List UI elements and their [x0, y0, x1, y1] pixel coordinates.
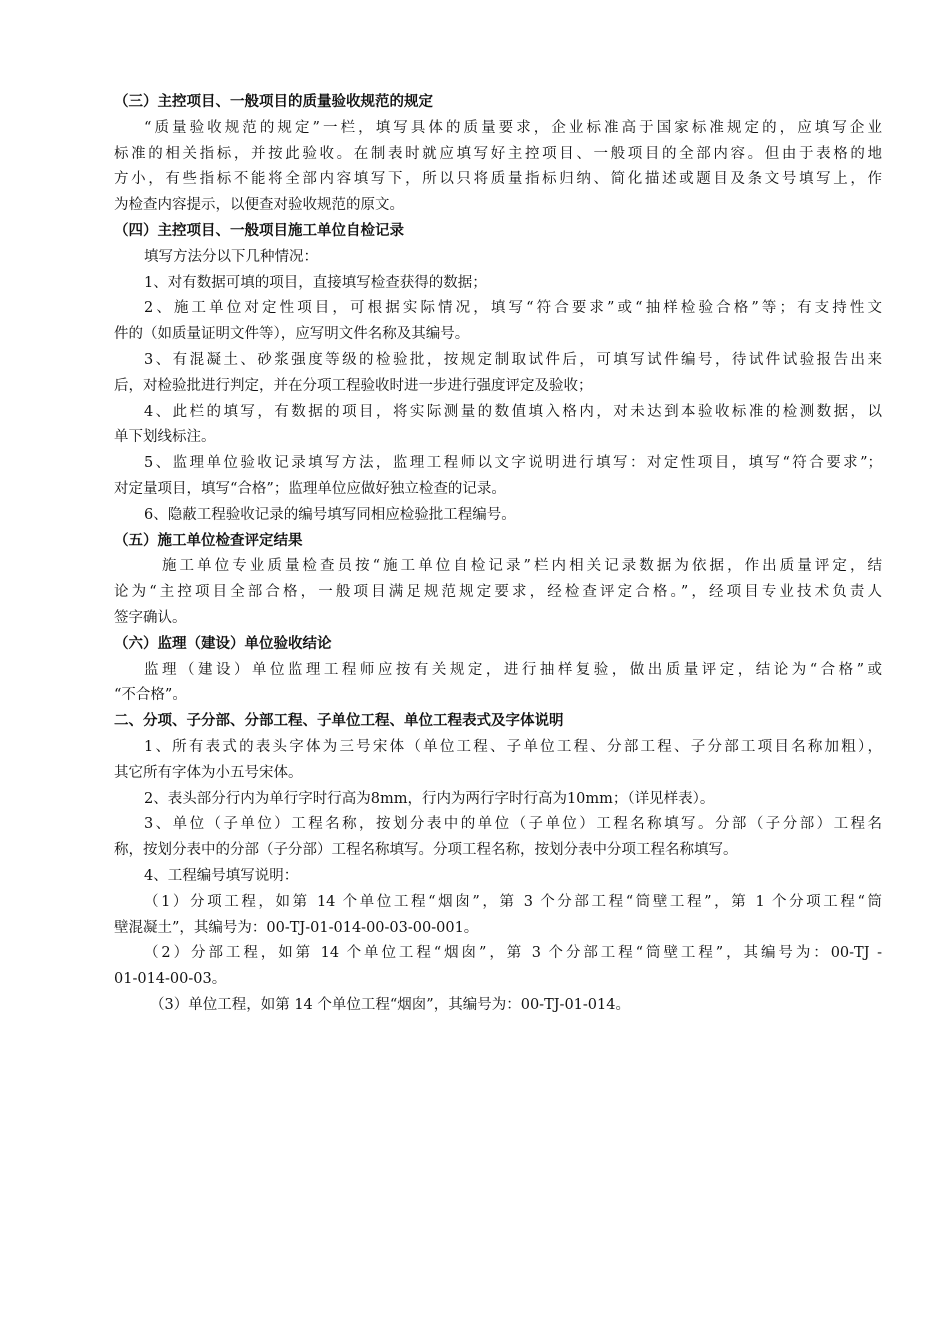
paragraph-line: 其它所有字体为小五号宋体。 [114, 764, 303, 781]
paragraph-line: 方小，有些指标不能将全部内容填写下，所以只将质量指标归纳、简化描述或题目及条文号填写上，作 [114, 171, 882, 188]
paragraph-line: 1、对有数据可填的项目，直接填写检查获得的数据； [144, 274, 487, 291]
paragraph-line: 5、监理单位验收记录填写方法，监理工程师以文字说明进行填写：对定性项目，填写“符合要求”； [144, 455, 882, 472]
paragraph-line: 3、有混凝土、砂浆强度等级的检验批，按规定制取试件后，可填写试件编号，待试件试验报告出来 [144, 351, 882, 368]
section-heading-4: （四）主控项目、一般项目施工单位自检记录 [114, 222, 404, 239]
paragraph-line: 件的（如质量证明文件等），应写明文件名称及其编号。 [114, 326, 470, 343]
paragraph-line: 监理（建设）单位监理工程师应按有关规定，进行抽样复验，做出质量评定，结论为“合格”或 [144, 661, 882, 678]
paragraph-line: 论为“主控项目全部合格，一般项目满足规范规定要求，经检查评定合格。”，经项目专业技术负责人 [114, 584, 882, 601]
paragraph-line: 2、表头部分行内为单行字时行高为8mm，行内为两行字时行高为10mm；（详见样表）。 [144, 790, 715, 807]
paragraph-line: 填写方法分以下几种情况： [144, 248, 318, 265]
paragraph-line: 4、此栏的填写，有数据的项目，将实际测量的数值填入格内，对未达到本验收标准的检测数据，以 [144, 403, 882, 420]
paragraph-line: 6、隐蔽工程验收记录的编号填写同相应检验批工程编号。 [144, 506, 516, 523]
paragraph-line: 01-014-00-03。 [114, 971, 227, 988]
paragraph-line: 施工单位专业质量检查员按“施工单位自检记录”栏内相关记录数据为依据，作出质量评定，结 [162, 558, 882, 575]
paragraph-line: 标准的相关指标，并按此验收。在制表时就应填写好主控项目、一般项目的全部内容。但由于表格的地 [114, 145, 882, 162]
paragraph-line: （2）分部工程，如第 14 个单位工程“烟囱”，第 3 个分部工程“筒壁工程”，其编号为：00-TJ - [144, 945, 882, 962]
paragraph-line: （3）单位工程，如第 14 个单位工程“烟囱”，其编号为：00-TJ-01-014。 [150, 996, 630, 1013]
paragraph-line: “质量验收规范的规定”一栏，填写具体的质量要求，企业标准高于国家标准规定的，应填写企业 [144, 119, 882, 136]
section-heading-5: （五）施工单位检查评定结果 [114, 532, 303, 549]
paragraph-line: 单下划线标注。 [114, 429, 216, 446]
section-heading-6: （六）监理（建设）单位验收结论 [114, 635, 332, 652]
paragraph-line: 2、施工单位对定性项目，可根据实际情况，填写“符合要求”或“抽样检验合格”等；有支持性文 [144, 300, 882, 317]
paragraph-line: 3、单位（子单位）工程名称，按划分表中的单位（子单位）工程名称填写。分部（子分部）工程名 [144, 816, 882, 833]
paragraph-line: 为检查内容提示，以便查对验收规范的原文。 [114, 197, 404, 214]
document-body [114, 90, 882, 1019]
paragraph-line: 壁混凝土”，其编号为：00-TJ-01-014-00-03-00-001。 [114, 919, 479, 936]
paragraph-line: （1）分项工程，如第 14 个单位工程“烟囱”，第 3 个分部工程“筒壁工程”，第 1 个分项工程“筒 [144, 893, 882, 910]
paragraph-line: 1、所有表式的表头字体为三号宋体（单位工程、子单位工程、分部工程、子分部工项目名称加粗）， [144, 738, 882, 755]
paragraph-line: 签字确认。 [114, 609, 187, 626]
paragraph-line: “不合格”。 [114, 687, 187, 704]
paragraph-line: 后，对检验批进行判定，并在分项工程验收时进一步进行强度评定及验收； [114, 377, 593, 394]
paragraph-line: 对定量项目，填写“合格”；监理单位应做好独立检查的记录。 [114, 480, 506, 497]
paragraph-line: 4、工程编号填写说明： [144, 867, 299, 884]
paragraph-line: 称，按划分表中的分部（子分部）工程名称填写。分项工程名称，按划分表中分项工程名称填写。 [114, 842, 738, 859]
section-heading-3: （三）主控项目、一般项目的质量验收规范的规定 [114, 94, 433, 110]
section-heading-2: 二、分项、子分部、分部工程、子单位工程、单位工程表式及字体说明 [114, 713, 564, 730]
